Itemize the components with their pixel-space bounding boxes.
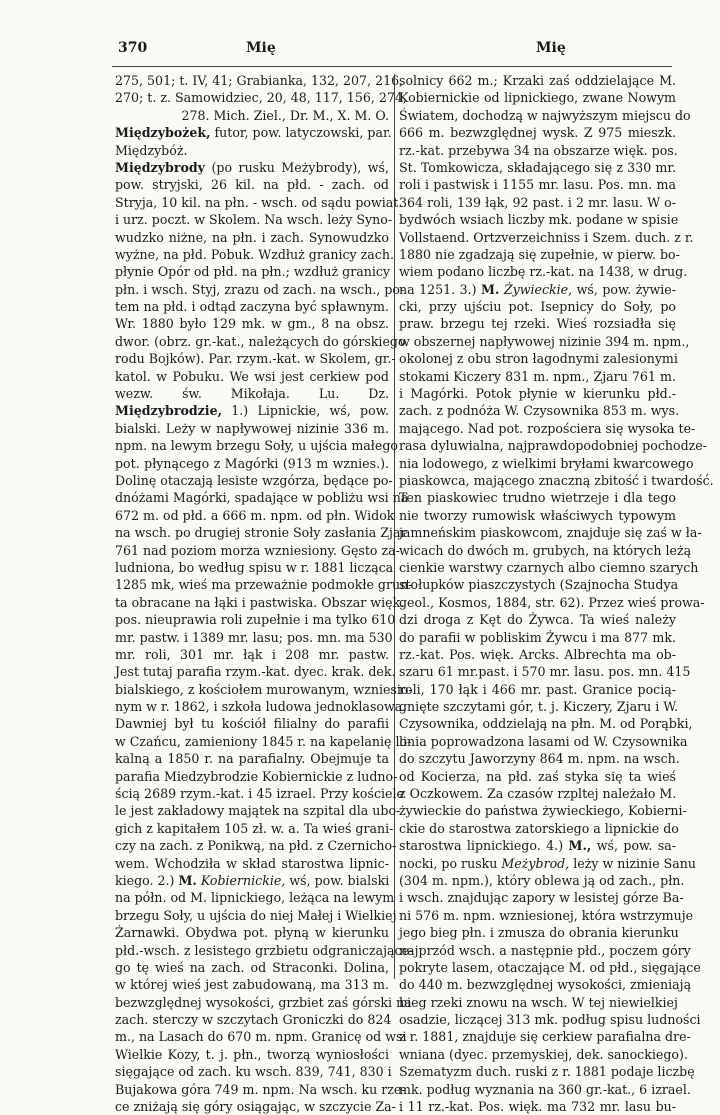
- line-text: mr. roli, 301 mr. łąk i 208 mr. pastw.: [115, 646, 389, 662]
- line-text: pot. płynącego z Magórki (913 m wznies.).: [115, 455, 389, 471]
- text-line: [115, 281, 405, 298]
- italic-term: Meżybrod,: [501, 855, 570, 871]
- text-line: [115, 437, 398, 454]
- italic-term: Żywieckie,: [499, 281, 573, 297]
- text-line: [115, 698, 407, 715]
- line-text: nocki, po rusku: [399, 855, 502, 871]
- text-line: [399, 159, 676, 176]
- line-text: płd.-wsch. z lesistego grzbietu odgraniczające-: [115, 942, 414, 958]
- entry-headword: M.: [178, 872, 197, 888]
- line-text: pow. stryjski, 26 kil. na płd. - zach. od: [115, 177, 389, 193]
- line-text: Międzybóż.: [115, 142, 188, 158]
- text-line: [115, 924, 389, 941]
- text-line: [115, 229, 389, 246]
- text-line: [399, 1028, 691, 1045]
- line-text: leży w nizinie Sanu: [569, 855, 697, 871]
- text-line: [115, 994, 412, 1011]
- text-line: [115, 263, 389, 280]
- text-line: [399, 1098, 676, 1115]
- text-line: [115, 872, 389, 889]
- line-text: Żarnawki. Obydwa pot. płyną w kierunku: [115, 925, 389, 941]
- line-text: starostwa lipnickiego. 4.): [399, 838, 569, 854]
- line-text: npm. na lewym brzegu Soły, u ujścia małego: [115, 438, 398, 454]
- text-line: [399, 194, 676, 211]
- text-line: [115, 733, 412, 750]
- line-text: wiem podano liczbę rz.-kat. na 1438, w drug.: [399, 264, 688, 280]
- text-line: [115, 942, 414, 959]
- text-line: [399, 976, 692, 993]
- line-text: 1880 nie zgadzają się zupełnie, w pierw. bo-: [399, 246, 680, 262]
- line-text: z r. 1881, znajduje się cerkiew parafialna dre-: [399, 1029, 691, 1045]
- text-line: [115, 1046, 389, 1063]
- text-line: [399, 402, 680, 419]
- line-text: ni 576 m. npm. wzniesionej, która wstrzymuje: [399, 907, 694, 923]
- line-text: cienkie warstwy czarnych albo ciemno szarych: [399, 559, 699, 575]
- text-line: [399, 646, 676, 663]
- line-text: parafia Miedzybrodzie Kobiernickie z ludno-: [115, 768, 398, 784]
- text-line: [399, 1011, 701, 1028]
- line-text: 761 nad poziom morza wzniesiony. Gęsto za-: [115, 542, 400, 558]
- text-line: [399, 124, 676, 141]
- text-line: [115, 681, 413, 698]
- text-line: [399, 72, 676, 89]
- line-text: ckie do starostwa zatorskiego a lipnickie do: [399, 820, 679, 836]
- text-line: [399, 715, 693, 732]
- text-line: [115, 629, 393, 646]
- text-line: [399, 420, 696, 437]
- text-line: [399, 1046, 688, 1063]
- text-line: [115, 124, 392, 141]
- line-text: pos. nieuprawia roli zupełnie i ma tylko 610: [115, 612, 396, 628]
- text-line: [115, 646, 389, 663]
- line-text: z Oczkowem. Za czasów rzpltej należało M.: [399, 786, 677, 802]
- text-line: [115, 176, 389, 193]
- text-line: [399, 698, 676, 715]
- text-line: [115, 194, 403, 211]
- line-text: do szczytu Jaworzyny 864 m. npm. na wsch.: [399, 751, 680, 767]
- line-text: stołupków piaszczystych (Szajnocha Studya: [399, 577, 679, 593]
- line-text: go tę wieś na zach. od Straconki. Dolina,: [115, 959, 389, 975]
- text-line: [115, 89, 407, 106]
- text-line: [399, 176, 676, 193]
- text-line: [115, 420, 389, 437]
- line-text: żywieckie do państwa żywieckiego, Kobierni-: [399, 803, 687, 819]
- text-line: [399, 611, 676, 628]
- line-text: pokryte lasem, otaczające M. od płd., sięgające: [399, 959, 701, 975]
- text-line: [399, 681, 676, 698]
- text-line: [115, 855, 389, 872]
- running-head-right: Mię: [536, 40, 566, 56]
- text-line: [115, 107, 389, 124]
- text-line: [399, 785, 676, 802]
- text-line: [399, 333, 690, 350]
- line-text: roli i pastwisk i 1155 mr. lasu. Pos. mn. ma: [399, 177, 676, 193]
- text-line: [115, 611, 396, 628]
- line-text: mr. pastw. i 1389 mr. lasu; pos. mn. ma 530: [115, 629, 393, 645]
- line-text: Jest tutaj parafia rzym.-kat. dyec. krak. dek.: [115, 664, 396, 680]
- line-text: wem. Wchodziła w skład starostwa lipnic-: [115, 855, 389, 871]
- text-line: [399, 1081, 691, 1098]
- left-column: [115, 72, 414, 1115]
- line-text: płn. i wsch. Styj, zrazu od zach. na wsch., po-: [115, 281, 405, 297]
- text-line: [399, 942, 691, 959]
- text-line: [115, 72, 404, 89]
- line-text: stokami Kiczery 831 m. npm., Zjaru 761 m.: [399, 368, 676, 384]
- text-line: [115, 663, 396, 680]
- text-line: [115, 959, 389, 976]
- line-text: Dawniej był tu kościół filialny do parafii: [115, 716, 389, 732]
- line-text: Światem, dochodzą w najwyższym miejscu do: [399, 107, 691, 123]
- line-text: bialski. Leży w napływowej nizinie 336 m.: [115, 420, 389, 436]
- text-line: [115, 315, 389, 332]
- line-text: Bujakowa góra 749 m. npm. Na wsch. ku rze-: [115, 1081, 406, 1097]
- line-text: bezwzględnej wysokości, grzbiet zaś górski na: [115, 994, 412, 1010]
- text-line: [115, 402, 389, 419]
- line-text: nie tworzy rumowisk właściwych typowym: [399, 507, 676, 523]
- text-line: [115, 298, 389, 315]
- text-line: [115, 542, 400, 559]
- line-text: rodu Bojków). Par. rzym.-kat. w Skolem, gr.-: [115, 351, 396, 367]
- line-text: (304 m. npm.), który oblewa ją od zach., płn.: [399, 872, 685, 888]
- line-text: Wr. 1880 było 129 mk. w gm., 8 na obsz.: [115, 316, 389, 332]
- text-line: [115, 1098, 396, 1115]
- line-text: w obszernej napływowej nizinie 394 m. npm.,: [399, 333, 690, 349]
- header-rule: [112, 66, 672, 67]
- text-line: [399, 507, 676, 524]
- line-text: szaru 61 mr.past. i 570 mr. lasu. pos. mn. 415: [399, 664, 691, 680]
- text-line: [399, 855, 697, 872]
- text-line: [399, 889, 684, 906]
- text-line: [115, 785, 404, 802]
- line-text: katol. w Pobuku. We wsi jest cerkiew pod: [115, 368, 389, 384]
- text-line: [399, 663, 691, 680]
- line-text: w której wieś jest zabudowaną, ma 313 m.: [115, 977, 389, 993]
- line-text: St. Tomkowicza, składającego się z 330 mr.: [399, 159, 676, 175]
- line-text: jego bieg płn. i zmusza do obrania kierunku: [399, 925, 679, 941]
- line-text: wudzko niżne, na płn. i zach. Synowudzko: [115, 229, 389, 245]
- entry-headword: Międzybrodzie,: [115, 403, 222, 419]
- text-line: [115, 246, 394, 263]
- line-text: do parafii w pobliskim Żywcu i ma 877 mk.: [399, 629, 676, 645]
- page-header: [118, 40, 642, 62]
- line-text: na wsch. po drugiej stronie Soły zasłania Zjar: [115, 525, 407, 541]
- line-text: wniana (dyec. przemyskiej, dek. sanockiego).: [399, 1046, 688, 1062]
- text-line: [115, 142, 389, 159]
- line-text: 672 m. od płd. a 666 m. npm. od płn. Widok: [115, 507, 395, 523]
- text-line: [399, 489, 676, 506]
- line-text: Stryja, 10 kil. na płn. - wsch. od sądu powiat.: [115, 194, 403, 210]
- line-text: i wsch. znajdując zapory w lesistej górze Ba-: [399, 890, 684, 906]
- line-text: Ten piaskowiec trudno wietrzeje i dla tego: [399, 490, 676, 506]
- text-line: [399, 994, 676, 1011]
- line-text: Czysownika, oddzielają na płn. M. od Porąbki,: [399, 716, 693, 732]
- text-line: [399, 350, 676, 367]
- line-text: solnicy 662 m.; Krzaki zaś oddzielające M.: [399, 73, 676, 88]
- text-line: [399, 872, 685, 889]
- text-line: [115, 211, 393, 228]
- line-text: roli, 170 łąk i 466 mr. past. Granice pocią-: [399, 681, 676, 697]
- text-line: [399, 437, 707, 454]
- line-text: gnięte szczytami gór, t. j. Kiczery, Zjaru i W.: [399, 699, 678, 715]
- text-line: [399, 924, 679, 941]
- text-line: [115, 1081, 406, 1098]
- text-line: [115, 907, 397, 924]
- line-text: bialskiego, z kościołem murowanym, wzniesio-: [115, 681, 413, 697]
- line-text: i 11 rz.-kat. Pos. więk. ma 732 mr. lasu bu-: [399, 1099, 676, 1115]
- line-text: mającego. Nad pot. rozpościera się wysoka te-: [399, 420, 696, 436]
- line-text: kiego. 2.): [115, 872, 179, 888]
- line-text: zach. z podnóża W. Czysownika 853 m. wys.: [399, 403, 680, 419]
- line-text: ścią 2689 rzym.-kat. i 45 izrael. Przy kościele: [115, 786, 404, 802]
- text-line: [399, 385, 676, 402]
- line-text: bydwóch wsiach liczby mk. podane w spisie: [399, 212, 679, 228]
- text-line: [399, 629, 676, 646]
- text-line: [399, 524, 702, 541]
- line-text: wicach do dwóch m. grubych, na których leżą: [399, 542, 692, 558]
- text-line: [399, 89, 676, 106]
- text-line: [399, 837, 676, 854]
- text-line: [115, 333, 406, 350]
- text-line: [399, 1063, 695, 1080]
- text-line: [115, 1028, 407, 1045]
- line-text: bieg rzeki znowu na wsch. W tej niewielkiej: [399, 994, 678, 1010]
- text-line: [399, 750, 680, 767]
- line-text: 275, 501; t. IV, 41; Grabianka, 132, 207, 216,: [115, 73, 404, 88]
- text-line: [115, 715, 389, 732]
- text-line: [399, 542, 692, 559]
- text-line: [115, 820, 394, 837]
- text-line: [115, 889, 395, 906]
- text-line: [399, 559, 699, 576]
- entry-headword: M.,: [568, 838, 592, 854]
- line-text: 1285 mk, wieś ma przeważnie podmokłe grun-: [115, 577, 413, 593]
- text-line: [399, 368, 676, 385]
- entry-headword: Międzybożek,: [115, 125, 211, 141]
- entry-headword: Międzybrody: [115, 159, 205, 175]
- text-line: [115, 1011, 392, 1028]
- line-text: futor, pow. latyczowski, par.: [210, 125, 392, 141]
- line-text: Dolinę otaczają lesiste wzgórza, będące po-: [115, 472, 393, 488]
- line-text: Wielkie Kozy, t. j. płn., tworzą wyniosłości: [115, 1046, 389, 1062]
- line-text: cki, przy ujściu pot. Isepnicy do Soły, po: [399, 299, 676, 315]
- text-line: [399, 768, 676, 785]
- line-text: czy na zach. z Ponikwą, na płd. z Czernicho-: [115, 838, 397, 854]
- text-line: [115, 524, 407, 541]
- text-line: [399, 263, 688, 280]
- line-text: wś, pow. bialski: [285, 872, 390, 888]
- line-text: od Kocierza, na płd. zaś styka się ta wieś: [399, 768, 676, 784]
- text-line: [399, 820, 679, 837]
- text-line: [115, 1063, 392, 1080]
- text-line: [115, 976, 389, 993]
- line-text: le jest zakładowy majątek na szpital dla ubo-: [115, 803, 401, 819]
- text-line: [115, 489, 409, 506]
- text-line: [115, 159, 389, 176]
- right-column: [399, 72, 714, 1115]
- text-line: [399, 246, 680, 263]
- text-line: [115, 350, 396, 367]
- line-text: m., na Lasach do 670 m. npm. Granicę od wsi: [115, 1029, 407, 1045]
- line-text: kalną a 1850 r. na parafialny. Obejmuje ta: [115, 751, 389, 767]
- line-text: rz.-kat. Pos. więk. Arcks. Albrechta ma ob-: [399, 646, 676, 662]
- line-text: wyżne, na płd. Pobuk. Wzdłuż granicy zach.: [115, 246, 394, 262]
- text-line: [115, 472, 393, 489]
- line-text: osadzie, liczącej 313 mk. podług spisu ludności: [399, 1012, 701, 1028]
- text-line: [399, 455, 694, 472]
- line-text: Vollstaend. Ortzverzeichniss i Szem. duch. z r.: [399, 229, 694, 245]
- line-text: okolonej z obu stron łagodnymi zalesionymi: [399, 351, 678, 367]
- line-text: Kobiernickie od lipnickiego, zwane Nowym: [399, 90, 676, 106]
- line-text: na 1251. 3.): [399, 281, 482, 297]
- line-text: wś, pow. sa-: [591, 838, 676, 854]
- line-text: 270; t. z. Samowidziec, 20, 48, 117, 156, 274,: [115, 90, 407, 106]
- text-line: [115, 385, 389, 402]
- text-line: [115, 507, 395, 524]
- line-text: rasa dyluwialna, najprawdopodobniej pochodze-: [399, 438, 707, 454]
- line-text: wś, pow. żywie-: [572, 281, 676, 297]
- line-text: piaskowca, mającego znaczną zbitość i twardość.: [399, 472, 714, 488]
- text-line: [399, 472, 714, 489]
- line-text: dnóżami Magórki, spadające w pobliżu wsi na: [115, 490, 409, 506]
- text-line: [399, 802, 687, 819]
- text-line: [115, 576, 413, 593]
- text-line: [115, 802, 401, 819]
- line-text: sięgające od zach. ku wsch. 839, 741, 830 i: [115, 1064, 392, 1080]
- line-text: mk. podług wyznania na 360 gr.-kat., 6 izrael.: [399, 1081, 691, 1097]
- line-text: ce zniżają się góry osiągając, w szczycie Za-: [115, 1099, 396, 1115]
- text-line: [115, 750, 389, 767]
- text-line: [399, 298, 676, 315]
- line-text: zach. sterczy w szczytach Groniczki do 824: [115, 1012, 392, 1028]
- line-text: praw. brzegu tej rzeki. Wieś rozsiadła się: [399, 316, 676, 332]
- line-text: wezw. św. Mikołaja. Lu. Dz.: [115, 386, 389, 402]
- line-text: nym w r. 1862, i szkoła ludowa jednoklasowa.: [115, 699, 407, 715]
- line-text: dwor. (obrz. gr.-kat., należących do górskiego: [115, 333, 406, 349]
- line-text: geol., Kosmos, 1884, str. 62). Przez wieś prowa-: [399, 594, 705, 610]
- line-text: linia poprowadzona lasami od W. Czysownika: [399, 733, 688, 749]
- text-line: [115, 594, 405, 611]
- page-number: 370: [118, 40, 148, 56]
- line-text: gich z kapitałem 105 zł. w. a. Ta wieś grani-: [115, 820, 394, 836]
- line-text: 364 roli, 139 łąk, 92 past. i 2 mr. lasu. W o-: [399, 194, 676, 210]
- line-text: nia lodowego, z wielkimi bryłami kwarcowego: [399, 455, 694, 471]
- text-line: [115, 368, 389, 385]
- text-line: [115, 837, 397, 854]
- text-line: [399, 315, 676, 332]
- running-head-left: Mię: [246, 40, 276, 56]
- text-line: [399, 107, 691, 124]
- line-text: ludniona, bo według spisu w r. 1881 licząca: [115, 559, 394, 575]
- text-line: [115, 559, 394, 576]
- text-line: [399, 211, 679, 228]
- line-text: na półn. od M. lipnickiego, leżąca na lewym: [115, 890, 395, 906]
- line-text: (po rusku Meżybrody), wś,: [204, 159, 389, 175]
- line-text: płynie Opór od płd. na płn.; wzdłuż granicy: [115, 264, 391, 280]
- text-line: [399, 229, 694, 246]
- line-text: i urz. poczt. w Skolem. Na wsch. leży Syno-: [115, 212, 393, 228]
- text-line: [115, 455, 389, 472]
- line-text: 278. Mich. Ziel., Dr. M., X. M. O.: [181, 107, 389, 123]
- line-text: tem na płd. i odtąd zaczyna być spławnym.: [115, 299, 389, 315]
- line-text: najprzód wsch. a następnie płd., poczem góry: [399, 942, 691, 958]
- text-line: [115, 768, 398, 785]
- line-text: i Magórki. Potok płynie w kierunku płd.-: [399, 386, 676, 402]
- text-line: [399, 733, 688, 750]
- line-text: dzi droga z Kęt do Żywca. Ta wieś należy: [399, 612, 676, 628]
- line-text: jamneńskim piaskowcom, znajduje się zaś w ła-: [399, 525, 702, 541]
- text-line: [399, 576, 679, 593]
- text-line: [399, 907, 694, 924]
- line-text: w Czańcu, zamieniony 1845 r. na kapelanię lo-: [115, 733, 412, 749]
- line-text: do 440 m. bezwzględnej wysokości, zmieniają: [399, 977, 692, 993]
- line-text: Szematyzm duch. ruski z r. 1881 podaje liczbę: [399, 1064, 695, 1080]
- text-line: [399, 142, 676, 159]
- text-line: [399, 281, 676, 298]
- text-line: [399, 959, 701, 976]
- italic-term: Kobiernickie,: [196, 872, 286, 888]
- entry-headword: M.: [481, 281, 500, 297]
- line-text: 666 m. bezwzględnej wysk. Z 975 mieszk.: [399, 125, 676, 141]
- line-text: ta obracane na łąki i pastwiska. Obszar więk.: [115, 594, 405, 610]
- line-text: 1.) Lipnickie, wś, pow.: [222, 403, 389, 419]
- line-text: brzegu Soły, u ujścia do niej Małej i Wielkiej: [115, 907, 397, 923]
- text-line: [399, 594, 705, 611]
- line-text: rz.-kat. przebywa 34 na obszarze więk. pos.: [399, 142, 678, 158]
